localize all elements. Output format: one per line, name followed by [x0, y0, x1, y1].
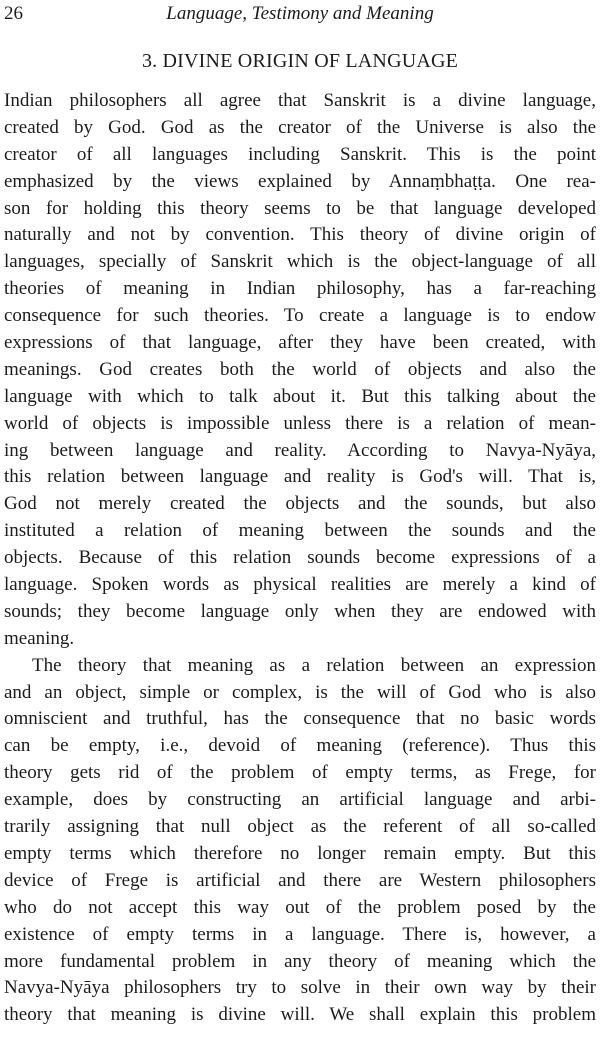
text-line: meanings. God creates both the world of objects and also the: [4, 358, 596, 380]
text-line: languages, specially of Sanskrit which is the object-language of all: [4, 251, 596, 273]
text-line: objects. Because of this relation sounds become expressions of a: [4, 547, 596, 569]
text-line: this relation between language and reality is God's will. That is,: [4, 466, 596, 488]
paragraph: [4, 88, 596, 653]
text-line: example, does by constructing an artificial language and arbi-: [4, 789, 596, 811]
text-line: instituted a relation of meaning between the sounds and the: [4, 520, 596, 542]
text-line: expressions of that language, after they have been created, with: [4, 332, 596, 354]
text-line: meaning.: [4, 627, 75, 649]
text-line: created by God. God as the creator of the Universe is also the: [4, 116, 596, 138]
page-number: 26: [4, 3, 23, 24]
text-line: The theory that meaning as a relation between an expression: [32, 654, 596, 676]
text-line: theory that meaning is divine will. We shall explain this problem: [4, 1004, 596, 1026]
text-line: emphasized by the views explained by Annaṃbhaṭṭa. One rea-: [4, 170, 596, 192]
text-line: creator of all languages including Sanskrit. This is the point: [4, 143, 596, 165]
text-line: Indian philosophers all agree that Sanskrit is a divine language,: [4, 90, 596, 111]
book-title: Language, Testimony and Meaning: [166, 3, 434, 24]
text-line: son for holding this theory seems to be that language developed: [4, 197, 596, 219]
text-line: language with which to talk about it. But this talking about the: [4, 385, 596, 407]
text-line: device of Frege is artificial and there are Western philosophers: [4, 869, 596, 891]
text-line: theory gets rid of the problem of empty terms, as Frege, for: [4, 762, 596, 784]
text-line: trarily assigning that null object as the referent of all so-called: [4, 816, 596, 838]
text-line: ing between language and reality. According to Navya-Nyāya,: [4, 439, 596, 461]
text-line: empty terms which therefore no longer remain empty. But this: [4, 842, 596, 864]
paragraph: [4, 653, 596, 1029]
section-heading: 3. DIVINE ORIGIN OF LANGUAGE: [141, 50, 459, 72]
text-line: world of objects is impossible unless there is a relation of mean-: [4, 412, 596, 434]
text-line: more fundamental problem in any theory of meaning which the: [4, 950, 596, 972]
text-line: can be empty, i.e., devoid of meaning (reference). Thus this: [4, 735, 596, 757]
text-line: who do not accept this way out of the problem posed by the: [4, 896, 596, 918]
text-line: Navya-Nyāya philosophers try to solve in their own way by their: [4, 977, 596, 999]
running-head: [4, 2, 596, 28]
text-line: omniscient and truthful, has the consequence that no basic words: [4, 708, 596, 730]
text-line: God not merely created the objects and the sounds, but also: [4, 493, 596, 515]
text-line: theories of meaning in Indian philosophy, has a far-reaching: [4, 278, 596, 300]
text-line: consequence for such theories. To create a language is to endow: [4, 305, 596, 327]
text-line: sounds; they become language only when they are endowed with: [4, 600, 596, 622]
body-text: [4, 88, 596, 1029]
text-line: existence of empty terms in a language. There is, however, a: [4, 923, 596, 945]
text-line: and an object, simple or complex, is the will of God who is also: [4, 681, 596, 703]
text-line: language. Spoken words as physical realities are merely a kind of: [4, 574, 596, 596]
text-line: naturally and not by convention. This theory of divine origin of: [4, 224, 596, 246]
